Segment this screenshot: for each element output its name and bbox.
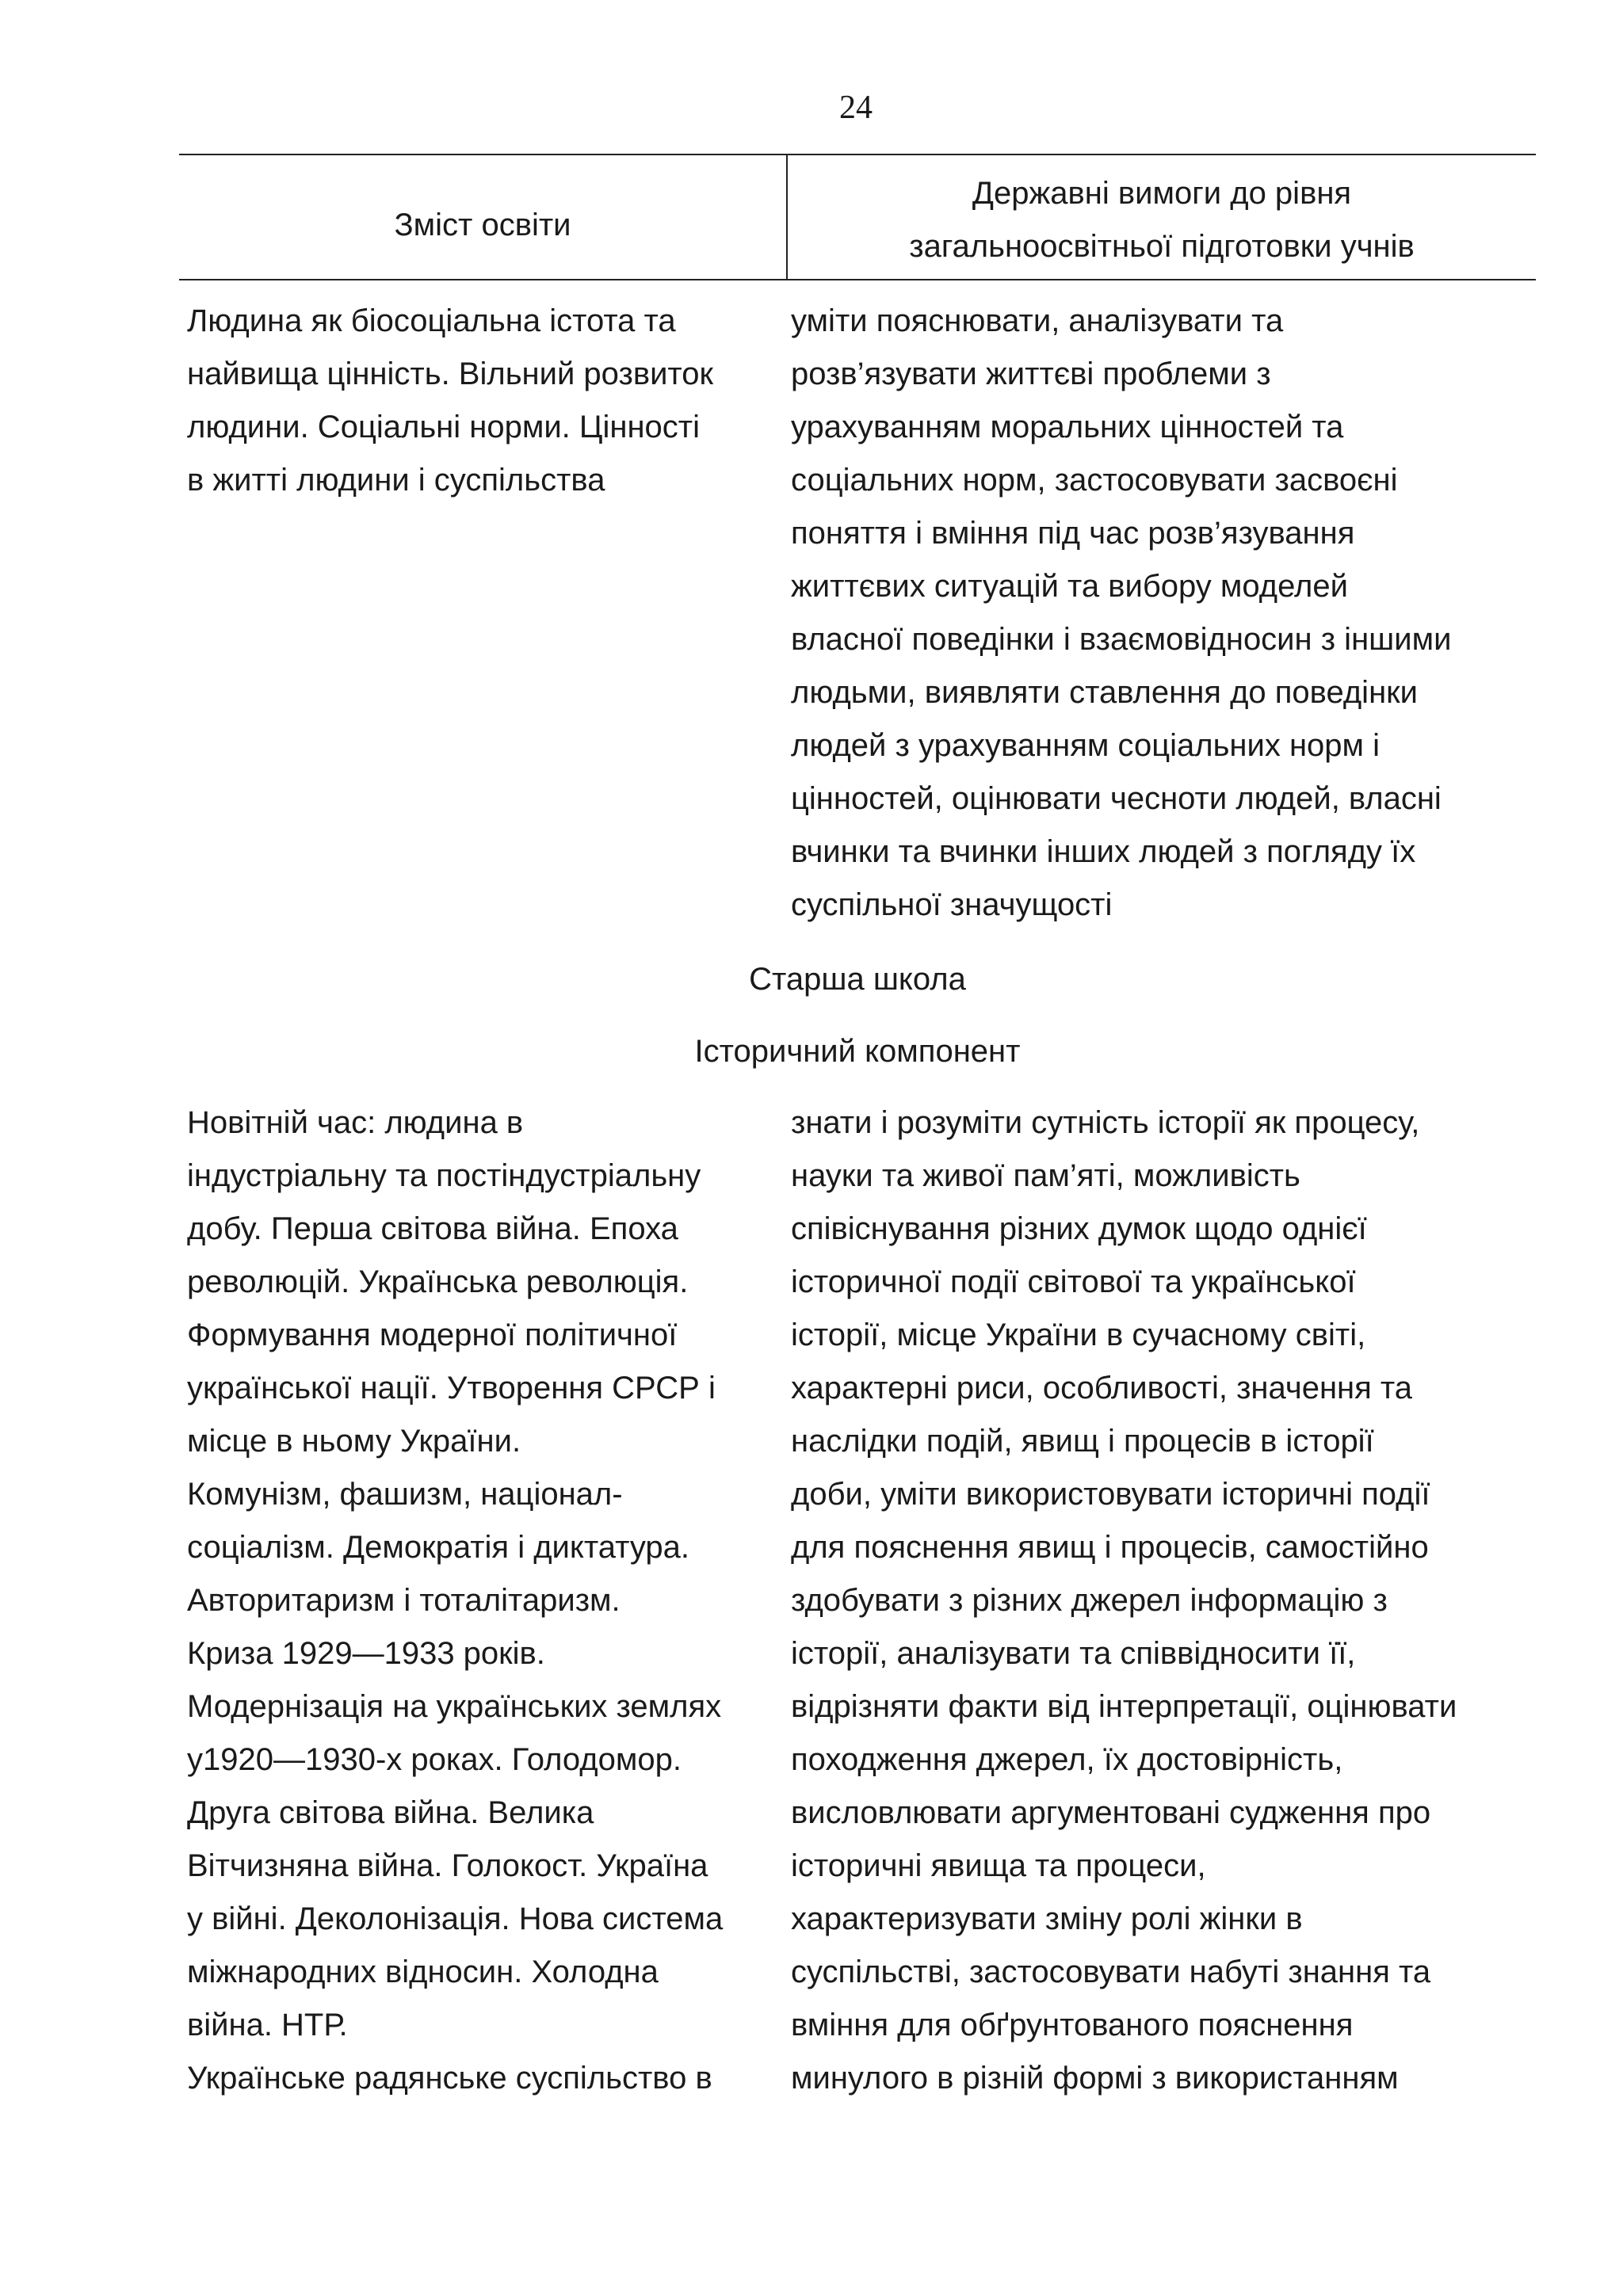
text-line: минулого в різній формі з використанням: [791, 2061, 1399, 2096]
header-content-column: Зміст освіти: [394, 208, 571, 242]
text-line: вміння для обґрунтованого пояснення: [791, 2008, 1354, 2042]
text-line: Комунізм, фашизм, націонал-: [187, 1477, 623, 1512]
text-line: революцій. Українська революція.: [187, 1264, 689, 1299]
text-line: найвища цінність. Вільний розвиток: [187, 357, 714, 391]
text-line: у війні. Деколонізація. Нова система: [187, 1901, 724, 1936]
text-line: доби, уміти використовувати історичні події: [791, 1477, 1430, 1512]
text-line: розв’язувати життєві проблеми з: [791, 357, 1271, 391]
text-line: Модернізація на українських землях: [187, 1689, 722, 1724]
text-line: знати і розуміти сутність історії як процесу,: [791, 1105, 1420, 1140]
text-line: міжнародних відносин. Холодна: [187, 1955, 659, 1989]
text-line: життєвих ситуацій та вибору моделей: [791, 569, 1348, 604]
text-line: місце в ньому України.: [187, 1424, 521, 1459]
text-line: історичні явища та процеси,: [791, 1848, 1206, 1883]
text-line: Авторитаризм і тоталітаризм.: [187, 1583, 621, 1618]
text-line: людей з урахуванням соціальних норм і: [791, 728, 1381, 763]
text-line: відрізняти факти від інтерпретації, оцінювати: [791, 1689, 1457, 1724]
text-line: Вітчизняна війна. Голокост. Україна: [187, 1848, 708, 1883]
text-line: людини. Соціальні норми. Цінності: [187, 410, 701, 444]
text-line: походження джерел, їх достовірність,: [791, 1742, 1343, 1777]
text-line: власної поведінки і взаємовідносин з іншими: [791, 622, 1452, 657]
text-line: вчинки та вчинки інших людей з погляду їх: [791, 834, 1416, 869]
text-line: характерні риси, особливості, значення та: [791, 1371, 1413, 1405]
row1-content-cell: [187, 295, 789, 507]
text-line: суспільстві, застосовувати набуті знання та: [791, 1955, 1431, 1989]
text-line: наслідки подій, явищ і процесів в історії: [791, 1424, 1374, 1459]
text-line: поняття і вміння під час розв’язування: [791, 516, 1355, 551]
text-line: соціалізм. Демократія і диктатура.: [187, 1530, 690, 1565]
text-line: у1920—1930-х роках. Голодомор.: [187, 1742, 682, 1777]
header-requirements-column: [788, 155, 1536, 279]
text-line: характеризувати зміну ролі жінки в: [791, 1901, 1303, 1936]
text-line: Новітній час: людина в: [187, 1105, 524, 1140]
text-line: висловлювати аргументовані судження про: [791, 1795, 1431, 1830]
text-line: для пояснення явищ і процесів, самостійно: [791, 1530, 1429, 1565]
text-line: Людина як біосоціальна істота та: [187, 303, 676, 338]
text-line: Українське радянське суспільство в: [187, 2061, 712, 2096]
text-line: цінностей, оцінювати чесноти людей, власні: [791, 781, 1442, 816]
text-line: історії, аналізувати та співвідносити її,: [791, 1636, 1356, 1671]
row1-requirements-cell: [791, 295, 1536, 932]
text-line: добу. Перша світова війна. Епоха: [187, 1211, 678, 1246]
text-line: науки та живої пам’яті, можливість: [791, 1158, 1300, 1193]
table-header: [179, 154, 1536, 280]
text-line: Криза 1929—1933 років.: [187, 1636, 545, 1671]
text-line: історії, місце України в сучасному світі,: [791, 1318, 1366, 1352]
page-number: 24: [839, 90, 873, 126]
text-line: війна. НТР.: [187, 2008, 348, 2042]
text-line: здобувати з різних джерел інформацію з: [791, 1583, 1388, 1618]
row2-content-cell: [187, 1097, 789, 2105]
row2-requirements-cell: [791, 1097, 1536, 2105]
text-line: в житті людини і суспільства: [187, 463, 605, 498]
text-line: співіснування різних думок щодо однієї: [791, 1211, 1367, 1246]
header-line: загальноосвітньої підготовки учнів: [909, 229, 1415, 264]
text-line: уміти пояснювати, аналізувати та: [791, 303, 1284, 338]
text-line: урахуванням моральних цінностей та: [791, 410, 1344, 444]
text-line: людьми, виявляти ставлення до поведінки: [791, 675, 1418, 710]
text-line: української нації. Утворення СРСР і: [187, 1371, 716, 1405]
section-title-history-component: Історичний компонент: [694, 1034, 1021, 1069]
section-title-senior-school: Старша школа: [749, 962, 966, 997]
text-line: історичної події світової та української: [791, 1264, 1356, 1299]
text-line: індустріальну та постіндустріальну: [187, 1158, 701, 1193]
header-line: Державні вимоги до рівня: [972, 175, 1352, 211]
text-line: суспільної значущості: [791, 887, 1113, 922]
text-line: Друга світова війна. Велика: [187, 1795, 594, 1830]
text-line: Формування модерної політичної: [187, 1318, 678, 1352]
text-line: соціальних норм, застосовувати засвоєні: [791, 463, 1398, 498]
